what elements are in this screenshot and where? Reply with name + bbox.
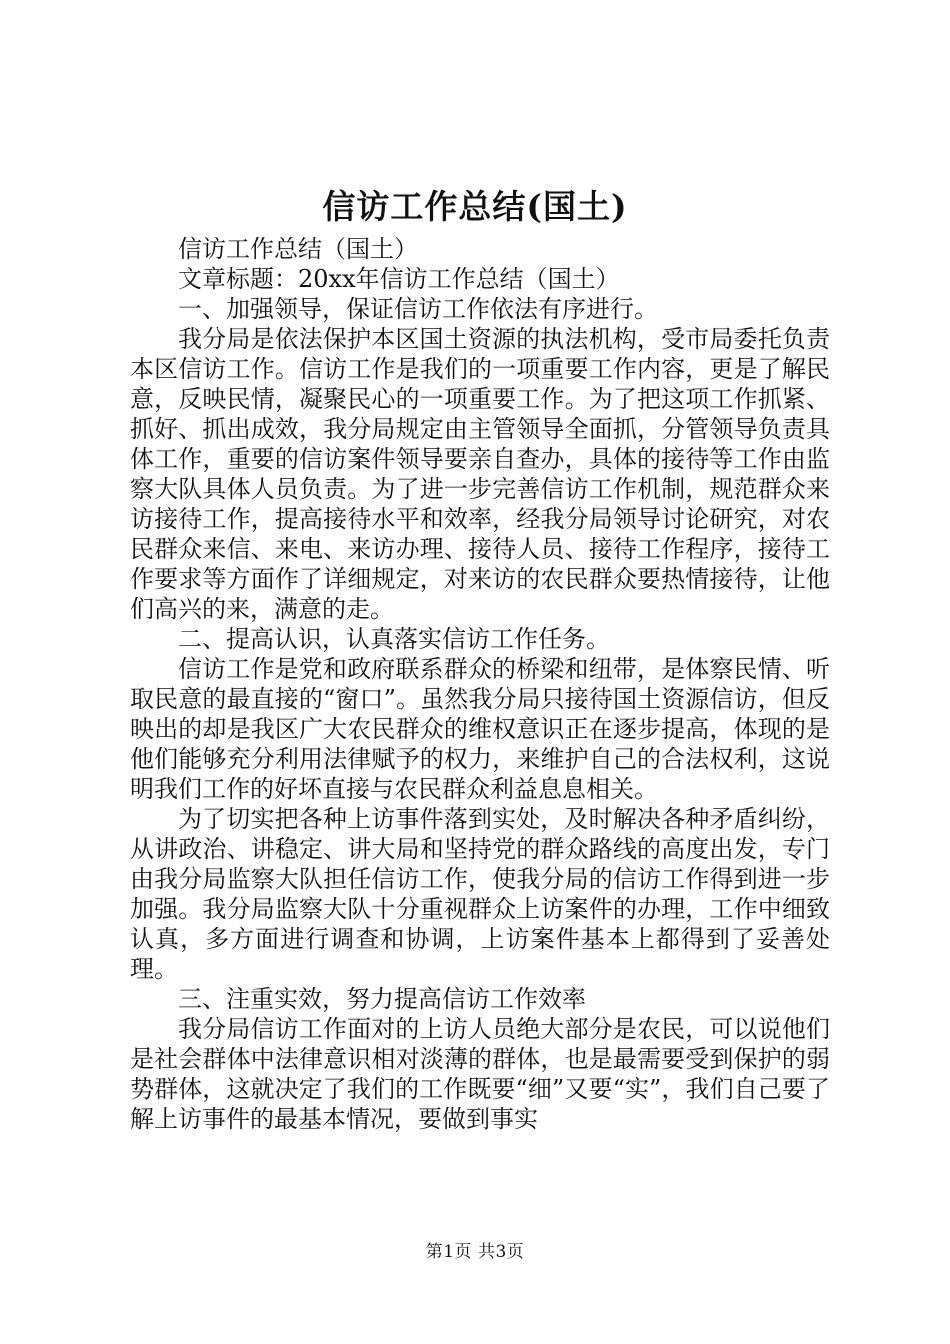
paragraph: 我分局信访工作面对的上访人员绝大部分是农民，可以说他们是社会群体中法律意识相对淡薄的群体，也是最需要受到保护的弱势群体，这就决定了我们的工作既要“细”又要“实”，我们自己要了解上访事件的最基本情况，要做到事实: [130, 1015, 830, 1133]
section-heading-2: 二、提高认识，认真落实信访工作任务。: [178, 625, 610, 653]
paragraph: 我分局是依法保护本区国土资源的执法机构，受市局委托负责本区信访工作。信访工作是我们的一项重要工作内容，更是了解民意，反映民情，凝聚民心的一项重要工作。为了把这项工作抓紧、抓好、抓出成效，我分局规定由主管领导全面抓，分管领导负责具体工作，重要的信访案件领导要亲自查办，具体的接待等工作由监察大队具体人员负责。为了进一步完善信访工作机制，规范群众来访接待工作，提高接待水平和效率，经我分局领导讨论研究，对农民群众来信、来电、来访办理、接待人员、接待工作程序，接待工作要求等方面作了详细规定，对来访的农民群众要热情接待，让他们高兴的来，满意的走。: [130, 325, 830, 623]
paragraph: 为了切实把各种上访事件落到实处，及时解决各种矛盾纠纷，从讲政治、讲稳定、讲大局和坚持党的群众路线的高度出发，专门由我分局监察大队担任信访工作，使我分局的信访工作得到进一步加强。我分局监察大队十分重视群众上访案件的办理，工作中细致认真，多方面进行调查和协调，上访案件基本上都得到了妥善处理。: [130, 805, 830, 983]
document-title: 信访工作总结(国土): [322, 187, 628, 226]
paragraph: 信访工作是党和政府联系群众的桥梁和纽带，是体察民情、听取民意的最直接的“窗口”。虽然我分局只接待国土资源信访，但反映出的却是我区广大农民群众的维权意识正在逐步提高，体现的是他们能够充分利用法律赋予的权力，来维护自己的合法权利，这说明我们工作的好坏直接与农民群众利益息息相关。: [130, 655, 830, 803]
page-number-footer: 第1页 共3页: [425, 1242, 525, 1262]
document-body: [130, 234, 830, 1134]
paragraph-article-title: 文章标题：20xx年信访工作总结（国土）: [178, 265, 620, 293]
paragraph-subtitle: 信访工作总结（国土）: [178, 235, 418, 263]
section-heading-1: 一、加强领导，保证信访工作依法有序进行。: [178, 295, 658, 323]
section-heading-3: 三、注重实效，努力提高信访工作效率: [178, 985, 586, 1013]
